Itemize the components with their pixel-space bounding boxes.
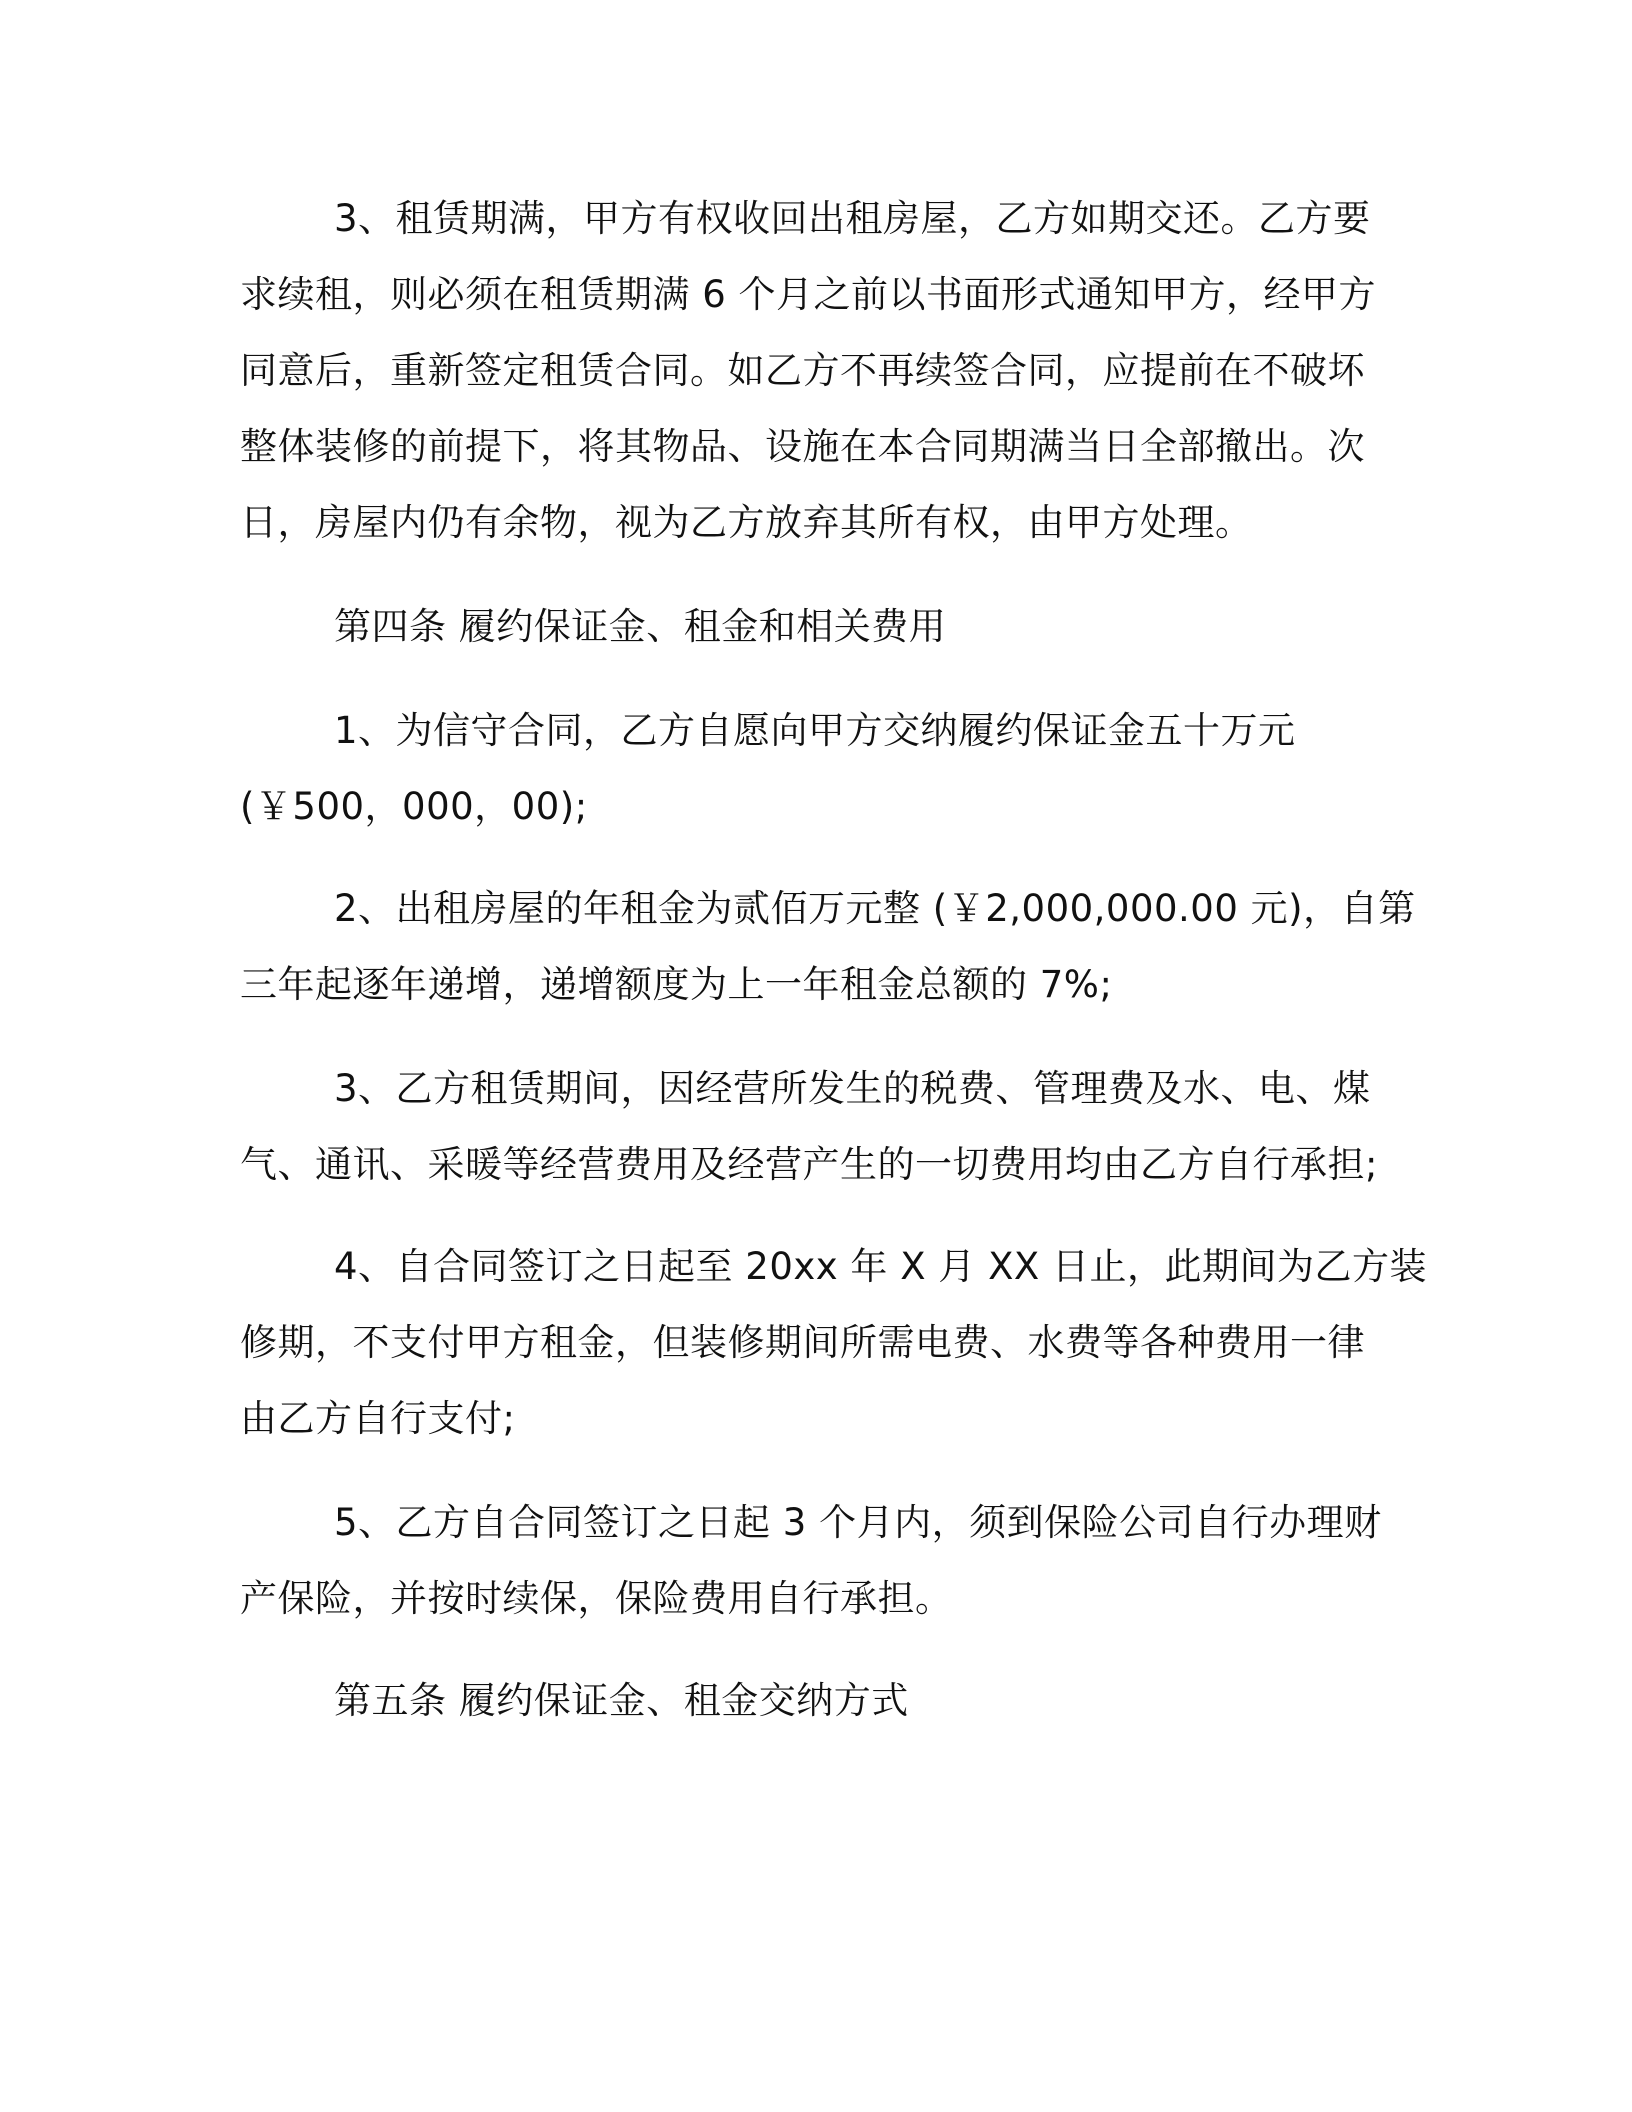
text-line: 4、自合同签订之日起至 20xx 年 X 月 XX 日止，此期间为乙方装: [334, 1245, 1428, 1288]
text-line: 2、出租房屋的年租金为贰佰万元整 (￥2,000,000.00 元)，自第: [334, 887, 1416, 930]
text-line: 日，房屋内仍有余物，视为乙方放弃其所有权，由甲方处理。: [240, 501, 1253, 544]
article-heading: 第五条 履约保证金、租金交纳方式: [334, 1679, 909, 1722]
text-line: 修期，不支付甲方租金，但装修期间所需电费、水费等各种费用一律: [240, 1321, 1365, 1364]
text-line: 整体装修的前提下，将其物品、设施在本合同期满当日全部撤出。次: [240, 425, 1365, 468]
text-line: 5、乙方自合同签订之日起 3 个月内，须到保险公司自行办理财: [334, 1501, 1382, 1544]
text-line: 产保险，并按时续保，保险费用自行承担。: [240, 1577, 953, 1620]
text-line: 求续租，则必须在租赁期满 6 个月之前以书面形式通知甲方，经甲方: [240, 273, 1377, 316]
text-line: 3、租赁期满，甲方有权收回出租房屋，乙方如期交还。乙方要: [334, 197, 1371, 240]
text-line: 1、为信守合同，乙方自愿向甲方交纳履约保证金五十万元: [334, 709, 1296, 752]
text-line: 由乙方自行支付;: [240, 1397, 516, 1440]
text-line: 三年起逐年递增，递增额度为上一年租金总额的 7%;: [240, 963, 1113, 1006]
article-heading: 第四条 履约保证金、租金和相关费用: [334, 605, 947, 648]
text-line: 同意后，重新签定租赁合同。如乙方不再续签合同，应提前在不破坏: [240, 349, 1365, 392]
text-line: 3、乙方租赁期间，因经营所发生的税费、管理费及水、电、煤: [334, 1067, 1371, 1110]
text-line: (￥500，000，00);: [240, 785, 588, 828]
text-line: 气、通讯、采暖等经营费用及经营产生的一切费用均由乙方自行承担;: [240, 1143, 1378, 1186]
